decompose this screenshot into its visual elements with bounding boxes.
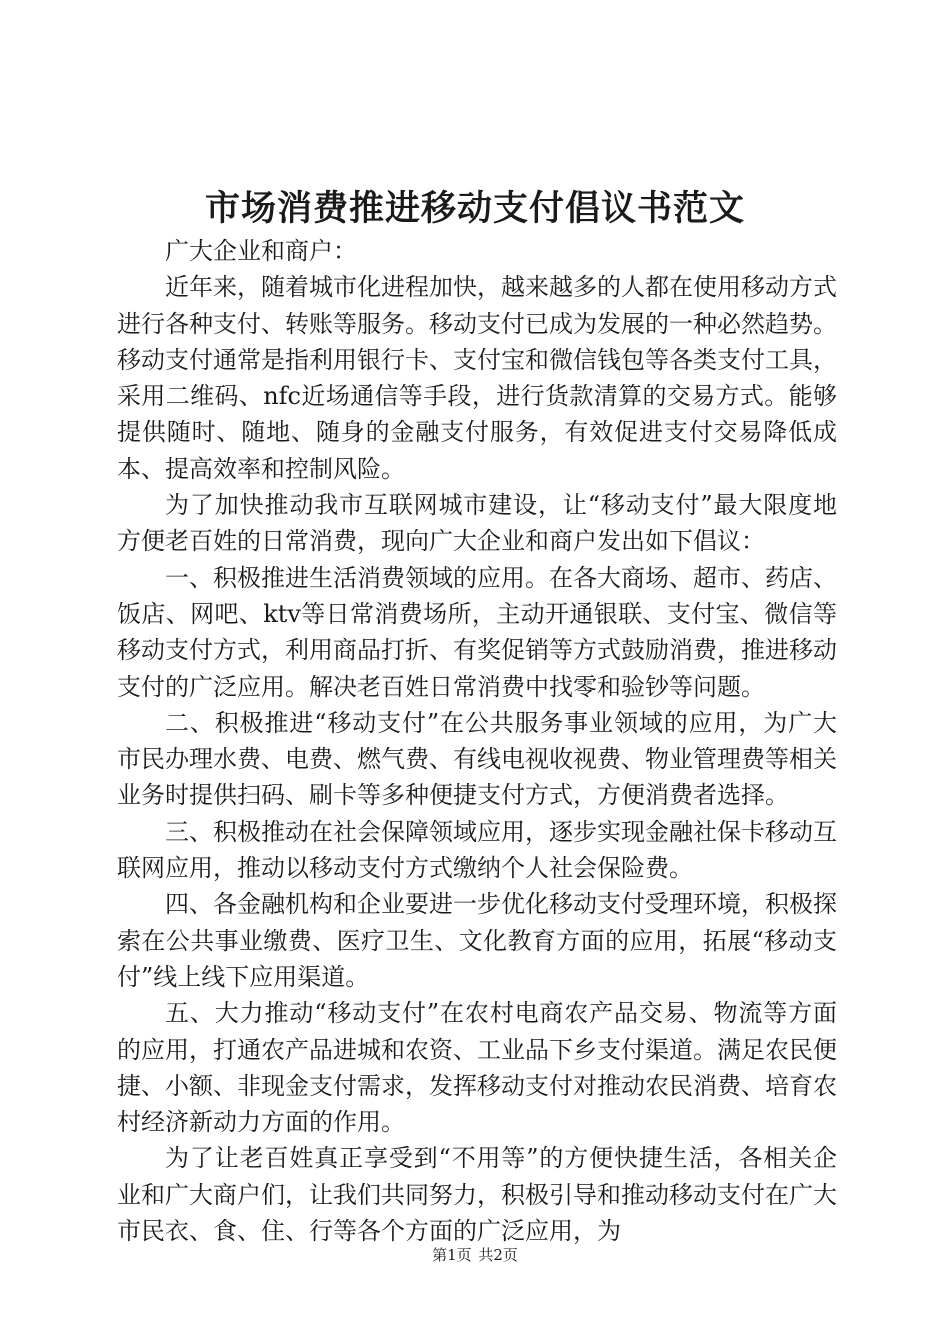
paragraph-intro: 近年来，随着城市化进程加快，越来越多的人都在使用移动方式进行各种支付、转账等服务。移动支付已成为发展的一种必然趋势。移动支付通常是指利用银行卡、支付宝和微信钱包等各类支付工具，采用二维码、nfc近场通信等手段，进行货款清算的交易方式。能够提供随时、随地、随身的金融支付服务，有效促进支付交易降低成本、提高效率和控制风险。 xyxy=(117,273,837,483)
page-footer xyxy=(0,1245,950,1265)
paragraph-item-4: 四、各金融机构和企业要进一步优化移动支付受理环境，积极探索在公共事业缴费、医疗卫生、文化教育方面的应用，拓展“移动支付”线上线下应用渠道。 xyxy=(117,890,837,991)
document-body xyxy=(117,233,837,1249)
salutation: 广大企业和商户： xyxy=(165,237,357,265)
paragraph-proposal: 为了加快推动我市互联网城市建设，让“移动支付”最大限度地方便老百姓的日常消费，现向广大企业和商户发出如下倡议： xyxy=(117,491,837,556)
paragraph-item-2: 二、积极推进“移动支付”在公共服务事业领域的应用，为广大市民办理水费、电费、燃气费、有线电视收视费、物业管理费等相关业务时提供扫码、刷卡等多种便捷支付方式，方便消费者选择。 xyxy=(117,708,837,810)
page-number: 第1页 xyxy=(432,1246,472,1264)
page-total: 共2页 xyxy=(478,1246,518,1264)
paragraph-item-1: 一、积极推进生活消费领域的应用。在各大商场、超市、药店、饭店、网吧、ktv等日常消费场所，主动开通银联、支付宝、微信等移动支付方式，利用商品打折、有奖促销等方式鼓励消费，推进移动支付的广泛应用。解决老百姓日常消费中找零和验钞等问题。 xyxy=(117,563,837,701)
paragraph-item-3: 三、积极推动在社会保障领域应用，逐步实现金融社保卡移动互联网应用，推动以移动支付方式缴纳个人社会保险费。 xyxy=(117,817,837,883)
document-title: 市场消费推进移动支付倡议书范文 xyxy=(204,188,745,229)
paragraph-item-5: 五、大力推动“移动支付”在农村电商农产品交易、物流等方面的应用，打通农产品进城和农资、工业品下乡支付渠道。满足农民便捷、小额、非现金支付需求，发挥移动支付对推动农民消费、培育农村经济新动力方面的作用。 xyxy=(117,999,837,1137)
paragraph-closing: 为了让老百姓真正享受到“不用等”的方便快捷生活，各相关企业和广大商户们，让我们共同努力，积极引导和推动移动支付在广大市民衣、食、住、行等各个方面的广泛应用，为 xyxy=(117,1144,837,1246)
